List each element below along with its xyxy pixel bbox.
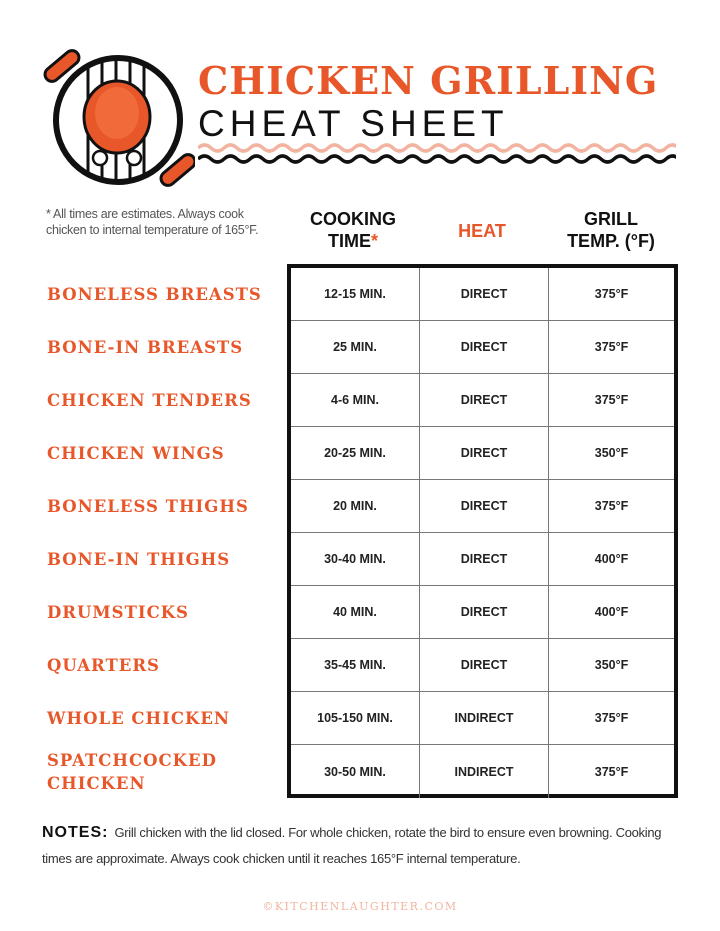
notes-text: Grill chicken with the lid closed. For whole chicken, rotate the bird to ensure even browning. Cooking times are approximate. Always cook chicken until it reaches 165°F internal temperature.: [42, 825, 662, 866]
cooking-time-cell: 20-25 MIN.: [291, 427, 420, 479]
cooking-time-cell: 25 MIN.: [291, 321, 420, 373]
heat-cell: DIRECT: [420, 586, 549, 638]
table-row: [291, 321, 674, 374]
chicken-cut-label: CHICKEN WINGS: [47, 444, 225, 463]
grill-temp-cell: 350°F: [594, 446, 629, 460]
chicken-cut-label: SPATCHCOCKED CHICKEN: [47, 750, 217, 793]
chicken-cut-label: BONELESS THIGHS: [47, 497, 249, 516]
cooking-time-cell: 105-150 MIN.: [291, 692, 420, 744]
heat-cell: DIRECT: [420, 427, 549, 479]
table-row: [291, 586, 674, 639]
table-row: [291, 639, 674, 692]
heat-cell: DIRECT: [420, 480, 549, 532]
chicken-cut-label: CHICKEN TENDERS: [47, 391, 252, 410]
disclaimer-note: * All times are estimates. Always cook chicken to internal temperature of 165°F.: [46, 207, 259, 237]
grill-temp-cell: 375°F: [594, 711, 629, 725]
footer-credit: ©KITCHENLAUGHTER.COM: [262, 900, 458, 913]
grilling-table: [287, 264, 678, 798]
heat-cell: INDIRECT: [420, 692, 549, 744]
table-row: [291, 427, 674, 480]
header-grill-label: GRILL: [584, 209, 638, 229]
grill-temp-cell: 400°F: [594, 552, 629, 566]
table-row: [291, 533, 674, 586]
grill-temp-cell: 375°F: [594, 340, 629, 354]
grill-temp-cell: 375°F: [594, 764, 629, 779]
cooking-time-cell: 30-50 MIN.: [291, 745, 420, 798]
title-chicken-grilling: CHICKEN GRILLING: [198, 58, 659, 103]
grill-chicken-logo: [40, 45, 195, 195]
notes: [42, 820, 682, 872]
heat-cell: DIRECT: [420, 533, 549, 585]
chicken-cut-label: BONE-IN THIGHS: [47, 550, 231, 569]
header-temp-label: TEMP. (°F): [567, 231, 655, 251]
heat-cell: DIRECT: [420, 268, 549, 320]
chicken-cut-label: WHOLE CHICKEN: [47, 709, 230, 728]
table-row: [291, 268, 674, 321]
grill-temp-cell: 375°F: [594, 499, 629, 513]
cooking-time-cell: 12-15 MIN.: [291, 268, 420, 320]
header-cooking-label: COOKING: [309, 209, 396, 229]
table-row: [291, 374, 674, 427]
cooking-time-cell: 20 MIN.: [291, 480, 420, 532]
heat-cell: DIRECT: [420, 321, 549, 373]
header-grill-temp: [546, 208, 676, 252]
grill-temp-cell: 400°F: [594, 605, 629, 619]
grill-temp-cell: 350°F: [594, 658, 629, 672]
table-row: [291, 745, 674, 798]
grill-temp-cell: 375°F: [594, 287, 629, 301]
heat-cell: INDIRECT: [420, 745, 549, 798]
header-cooking-time: [288, 208, 418, 252]
table-row: [291, 480, 674, 533]
cooking-time-cell: 4-6 MIN.: [291, 374, 420, 426]
grill-temp-cell: 375°F: [594, 393, 629, 407]
table-row: [291, 692, 674, 745]
notes-label: NOTES:: [42, 824, 109, 841]
cooking-time-cell: 40 MIN.: [291, 586, 420, 638]
title-cheat-sheet: CHEAT SHEET: [198, 103, 509, 144]
header-time-label: TIME: [327, 231, 371, 251]
header-heat: HEAT: [458, 221, 506, 241]
chicken-cut-label: BONELESS BREASTS: [47, 285, 262, 304]
asterisk: *: [370, 231, 378, 251]
cooking-time-cell: 30-40 MIN.: [291, 533, 420, 585]
wave-divider: [198, 140, 676, 168]
cooking-time-cell: 35-45 MIN.: [291, 639, 420, 691]
heat-cell: DIRECT: [420, 374, 549, 426]
chicken-cut-label: DRUMSTICKS: [47, 603, 189, 622]
chicken-cut-label: BONE-IN BREASTS: [47, 338, 244, 357]
heat-cell: DIRECT: [420, 639, 549, 691]
chicken-cut-label: QUARTERS: [47, 656, 160, 675]
